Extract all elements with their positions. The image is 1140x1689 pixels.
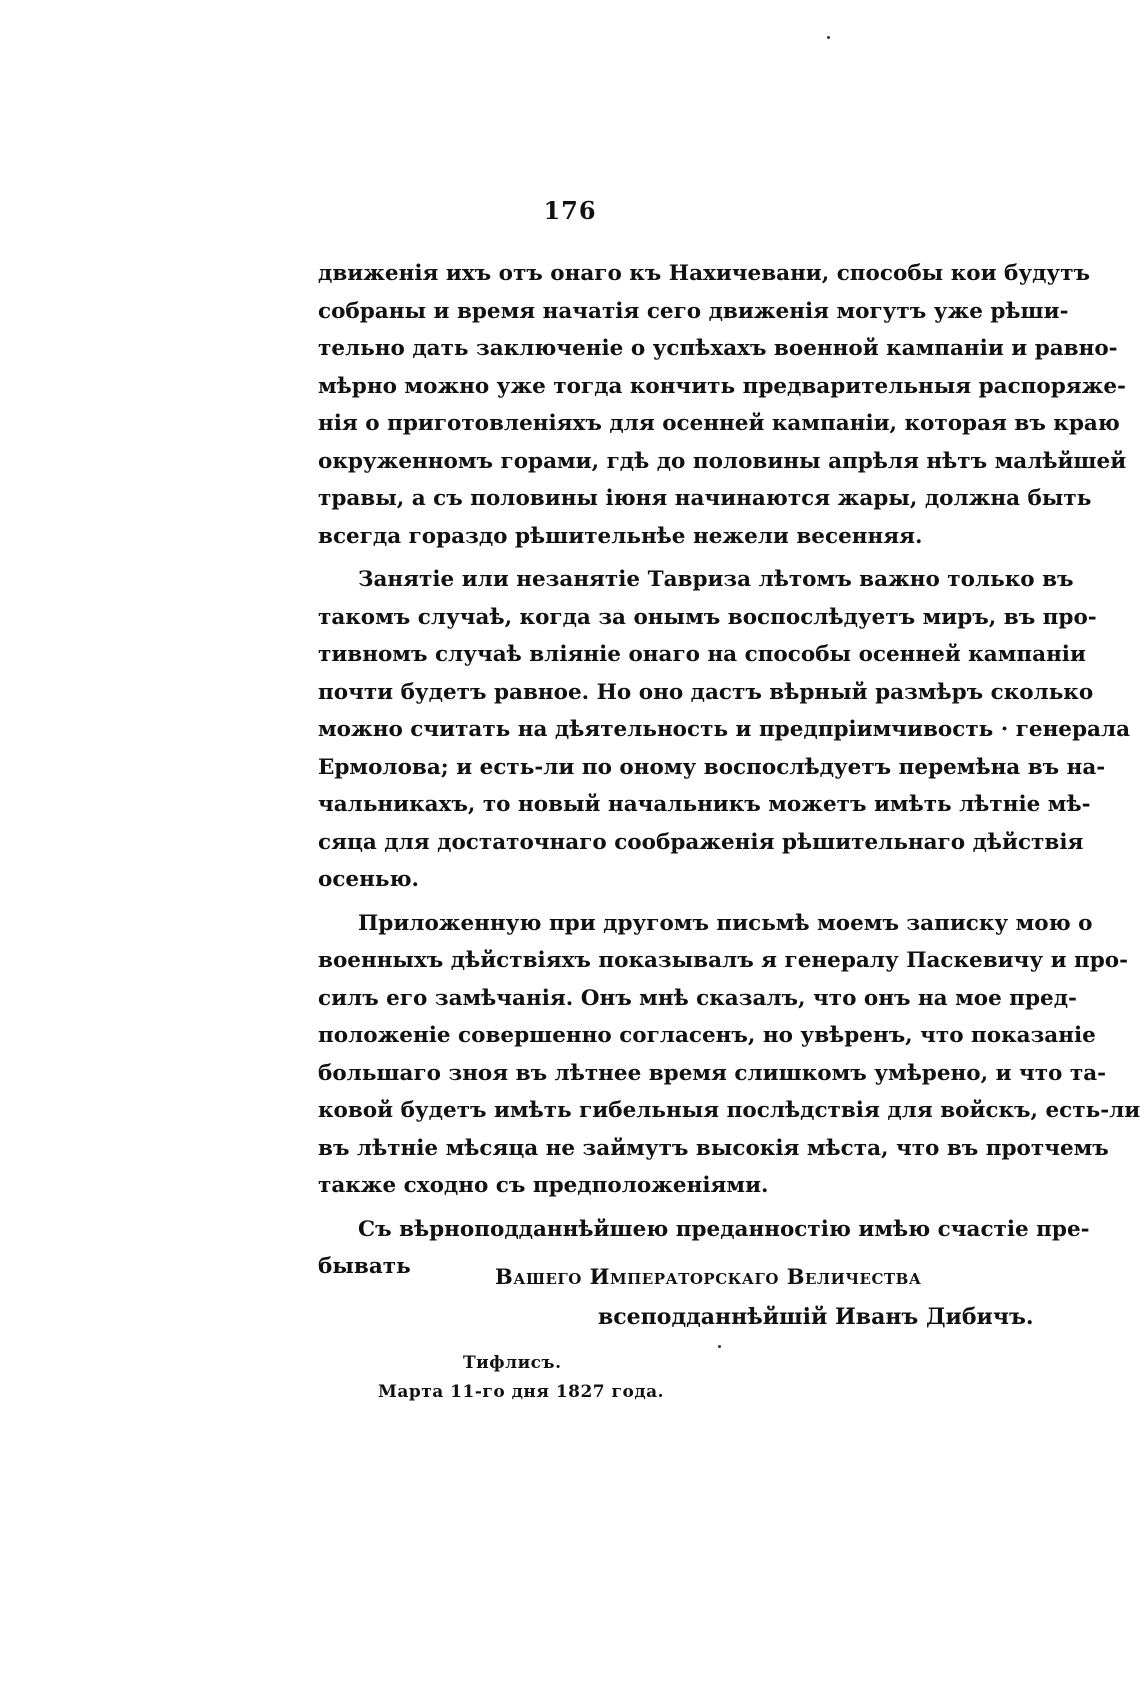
text-line: силъ его замѣчанія. Онъ мнѣ сказалъ, что онъ на мое пред-	[318, 985, 1077, 1011]
text-line: такомъ случаѣ, когда за онымъ воспослѣдуетъ миръ, въ про-	[318, 604, 1097, 630]
text-line: также сходно съ предположеніями.	[318, 1173, 769, 1198]
text-line: ковой будетъ имѣть гибельныя послѣдствія для войскъ, есть-ли	[318, 1098, 1140, 1123]
place: Тифлисъ.	[463, 1353, 562, 1373]
paragraph	[318, 561, 1131, 899]
text-line: Съ вѣрноподданнѣйшею преданностію имѣю счастіе пре-	[358, 1216, 1090, 1242]
text-line: можно считать на дѣятельность и предпріимчивость · генерала	[318, 717, 1131, 742]
text-line: всегда гораздо рѣшительнѣе нежели весенняя.	[318, 523, 923, 549]
text-line: собраны и время начатія сего движенія могутъ уже рѣши-	[318, 298, 1069, 324]
signature-name: всеподданнѣйшій Иванъ Дибичъ.	[598, 1304, 1034, 1330]
text-line: почти будетъ равное. Но оно дастъ вѣрный размѣръ сколько	[318, 679, 1094, 705]
text-line: травы, а съ половины іюня начинаются жары, должна быть	[318, 486, 1092, 511]
text-line: бывать	[318, 1254, 411, 1279]
text-line: сяца для достаточнаго соображенія рѣшительнаго дѣйствія	[318, 829, 1084, 855]
text-line: нія о приготовленіяхъ для осенней кампаніи, которая въ краю	[318, 411, 1120, 436]
text-line: большаго зноя въ лѣтнее время слишкомъ умѣрено, и что та-	[318, 1060, 1107, 1086]
text-line: положеніе совершенно согласенъ, но увѣренъ, что показаніе	[318, 1023, 1096, 1048]
text-line: окруженномъ горами, гдѣ до половины апрѣля нѣтъ малѣйшей	[318, 448, 1127, 474]
text-line: тельно дать заключеніе о успѣхахъ военной кампаніи и равно-	[318, 336, 1118, 361]
date: Марта 11-го дня 1827 года.	[378, 1382, 665, 1402]
text-line: въ лѣтніе мѣсяца не займутъ высокія мѣста, что въ протчемъ	[318, 1135, 1109, 1161]
paragraph	[318, 255, 1127, 555]
text-line: Приложенную при другомъ письмѣ моемъ записку мою о	[358, 910, 1093, 936]
text-line: мѣрно можно уже тогда кончить предварительныя распоряже-	[318, 373, 1126, 399]
text-line: Занятіе или незанятіе Тавриза лѣтомъ важно только въ	[358, 567, 1074, 592]
text-line: тивномъ случаѣ вліяніе онаго на способы осенней кампаніи	[318, 642, 1086, 667]
body-text	[318, 255, 1140, 1286]
text-line: движенія ихъ отъ онаго къ Нахичевани, способы кои будутъ	[318, 261, 1091, 286]
print-speck	[827, 36, 830, 39]
text-line: военныхъ дѣйствіяхъ показывалъ я генералу Паскевичу и про-	[318, 948, 1129, 973]
text-line: осенью.	[318, 867, 419, 892]
page-number: 176	[543, 196, 597, 225]
signature-salutation: Вашего Императорскаго Величества	[495, 1264, 922, 1289]
paragraph	[318, 905, 1140, 1205]
text-line: Ермолова; и есть-ли по оному воспослѣдуетъ перемѣна въ на-	[318, 754, 1106, 780]
print-speck	[718, 1345, 721, 1348]
text-line: чальникахъ, то новый начальникъ можетъ имѣть лѣтніе мѣ-	[318, 792, 1091, 817]
